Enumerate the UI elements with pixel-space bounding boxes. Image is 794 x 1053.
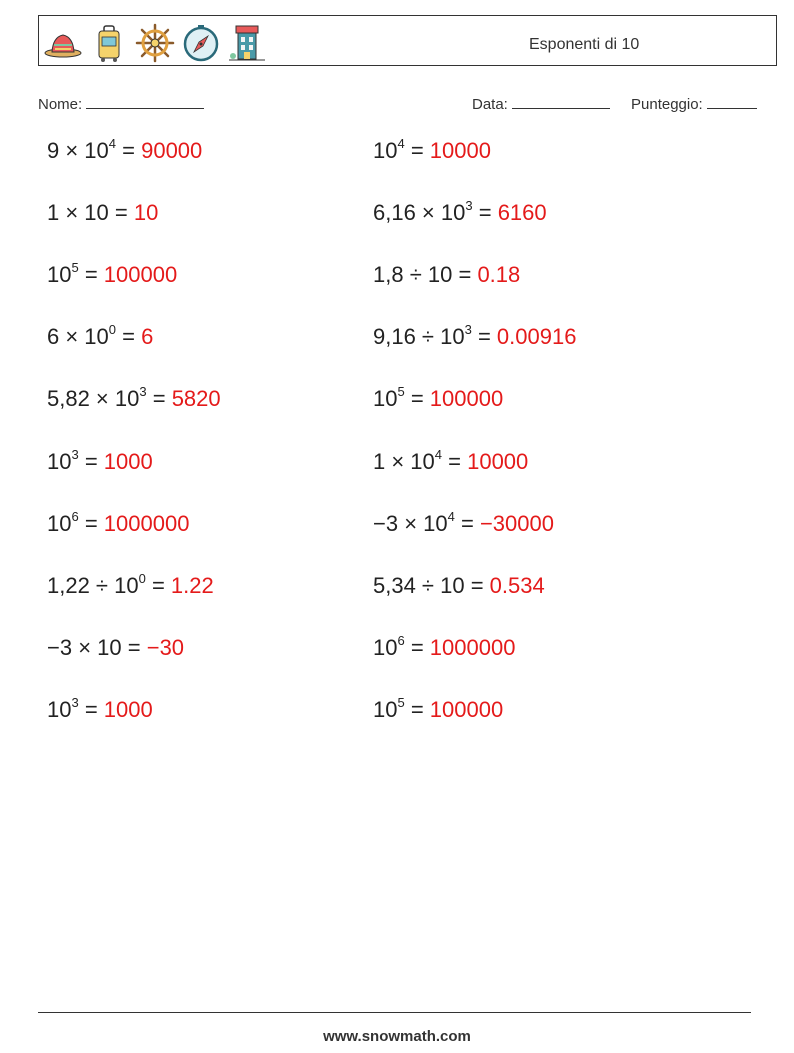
- problem-row: [0, 386, 794, 436]
- date-label: Data:: [472, 96, 508, 113]
- problem-expression: 10: [373, 697, 398, 722]
- problem-answer: 10: [133, 200, 159, 225]
- problem-item: [373, 200, 547, 226]
- footer-url: www.snowmath.com: [323, 1028, 471, 1045]
- problem-expression: −3 × 10: [47, 635, 122, 660]
- problem-exponent: 3: [465, 198, 473, 213]
- problem-row: [0, 200, 794, 250]
- problem-answer: 6160: [497, 200, 547, 225]
- equals-sign: =: [404, 635, 430, 660]
- problem-exponent: 3: [464, 322, 472, 337]
- problem-expression: 10: [373, 138, 398, 163]
- problem-answer: 1000: [103, 697, 153, 722]
- problem-exponent: 4: [434, 447, 443, 462]
- problem-row: [0, 449, 794, 499]
- problem-exponent: 6: [71, 509, 79, 524]
- problem-exponent: 5: [397, 695, 405, 710]
- problem-item: [47, 200, 158, 226]
- problem-row: [0, 697, 794, 747]
- problem-item: [47, 697, 153, 723]
- name-line[interactable]: [86, 94, 204, 109]
- problem-row: [0, 573, 794, 623]
- problem-answer: 90000: [141, 138, 203, 163]
- problem-item: [373, 386, 503, 412]
- equals-sign: =: [471, 324, 497, 349]
- problem-exponent: 0: [108, 322, 117, 337]
- problem-expression: 6,16 × 10: [373, 200, 466, 225]
- problem-item: [47, 324, 153, 350]
- equals-sign: =: [78, 262, 104, 287]
- problem-row: [0, 138, 794, 188]
- problem-item: [373, 573, 545, 599]
- problem-answer: −30: [146, 635, 185, 660]
- problem-expression: 10: [373, 635, 398, 660]
- score-label: Punteggio:: [631, 96, 703, 113]
- problem-expression: 1,8 ÷ 10: [373, 262, 453, 287]
- date-field: [472, 94, 610, 113]
- problem-expression: 5,82 × 10: [47, 386, 140, 411]
- equals-sign: =: [78, 697, 104, 722]
- problem-expression: 10: [47, 262, 72, 287]
- name-label: Nome:: [38, 96, 83, 113]
- problem-expression: 9,16 ÷ 10: [373, 324, 465, 349]
- problem-item: [47, 511, 189, 537]
- problem-item: [47, 138, 202, 164]
- problem-answer: −30000: [479, 511, 554, 536]
- problem-item: [373, 262, 520, 288]
- problem-exponent: 3: [71, 695, 79, 710]
- problem-expression: 5,34 ÷ 10: [373, 573, 465, 598]
- problem-expression: −3 × 10: [373, 511, 448, 536]
- problem-exponent: 3: [71, 447, 79, 462]
- problem-expression: 1,22 ÷ 10: [47, 573, 139, 598]
- footer-divider: [38, 1012, 751, 1013]
- problem-exponent: 4: [108, 136, 117, 151]
- worksheet-title: Esponenti di 10: [529, 36, 640, 53]
- problem-item: [373, 697, 503, 723]
- problem-expression: 9 × 10: [47, 138, 109, 163]
- equals-sign: =: [108, 200, 134, 225]
- problem-expression: 10: [47, 449, 72, 474]
- equals-sign: =: [442, 449, 468, 474]
- problem-answer: 0.00916: [496, 324, 577, 349]
- problem-answer: 0.534: [489, 573, 545, 598]
- problem-answer: 1000: [103, 449, 153, 474]
- problem-answer: 5820: [171, 386, 221, 411]
- score-line[interactable]: [707, 94, 757, 109]
- worksheet-header: [38, 15, 777, 66]
- problem-row: [0, 511, 794, 561]
- problem-row: [0, 635, 794, 685]
- equals-sign: =: [121, 635, 147, 660]
- problem-item: [47, 573, 214, 599]
- ship-wheel-icon: [135, 23, 175, 63]
- problem-expression: 1 × 10: [373, 449, 435, 474]
- problem-answer: 1.22: [170, 573, 214, 598]
- problem-answer: 100000: [103, 262, 178, 287]
- problem-exponent: 3: [139, 384, 147, 399]
- problem-expression: 10: [373, 386, 398, 411]
- equals-sign: =: [404, 386, 430, 411]
- compass-icon: [181, 23, 221, 63]
- equals-sign: =: [78, 511, 104, 536]
- problem-item: [373, 138, 491, 164]
- equals-sign: =: [146, 386, 172, 411]
- problem-exponent: 4: [447, 509, 455, 524]
- problem-answer: 10000: [429, 138, 491, 163]
- equals-sign: =: [472, 200, 498, 225]
- problem-answer: 1000000: [103, 511, 190, 536]
- date-line[interactable]: [512, 94, 610, 109]
- problem-answer: 6: [141, 324, 154, 349]
- problem-item: [47, 262, 177, 288]
- equals-sign: =: [116, 324, 142, 349]
- building-icon: [227, 23, 267, 63]
- header-icons: [43, 22, 267, 64]
- problem-expression: 6 × 10: [47, 324, 109, 349]
- problem-answer: 0.18: [477, 262, 521, 287]
- equals-sign: =: [116, 138, 142, 163]
- problem-answer: 100000: [429, 386, 504, 411]
- problem-item: [373, 449, 528, 475]
- problem-item: [47, 386, 221, 412]
- problem-item: [373, 324, 576, 350]
- equals-sign: =: [145, 573, 171, 598]
- problem-exponent: 6: [397, 633, 405, 648]
- problem-exponent: 4: [397, 136, 405, 151]
- problem-row: [0, 324, 794, 374]
- problem-expression: 10: [47, 511, 72, 536]
- problem-exponent: 0: [138, 571, 146, 586]
- problem-expression: 10: [47, 697, 72, 722]
- equals-sign: =: [452, 262, 478, 287]
- equals-sign: =: [404, 697, 430, 722]
- equals-sign: =: [404, 138, 430, 163]
- problem-answer: 100000: [429, 697, 504, 722]
- problem-expression: 1 × 10: [47, 200, 109, 225]
- problem-answer: 10000: [467, 449, 529, 474]
- problem-exponent: 5: [71, 260, 79, 275]
- sombrero-icon: [43, 23, 83, 63]
- problem-item: [47, 449, 153, 475]
- name-field: [38, 94, 204, 113]
- problem-row: [0, 262, 794, 312]
- score-field: [631, 94, 757, 113]
- problem-exponent: 5: [397, 384, 405, 399]
- suitcase-icon: [89, 23, 129, 63]
- equals-sign: =: [464, 573, 490, 598]
- problem-item: [373, 635, 515, 661]
- equals-sign: =: [78, 449, 104, 474]
- problem-item: [373, 511, 554, 537]
- equals-sign: =: [454, 511, 480, 536]
- problem-answer: 1000000: [429, 635, 516, 660]
- problem-item: [47, 635, 184, 661]
